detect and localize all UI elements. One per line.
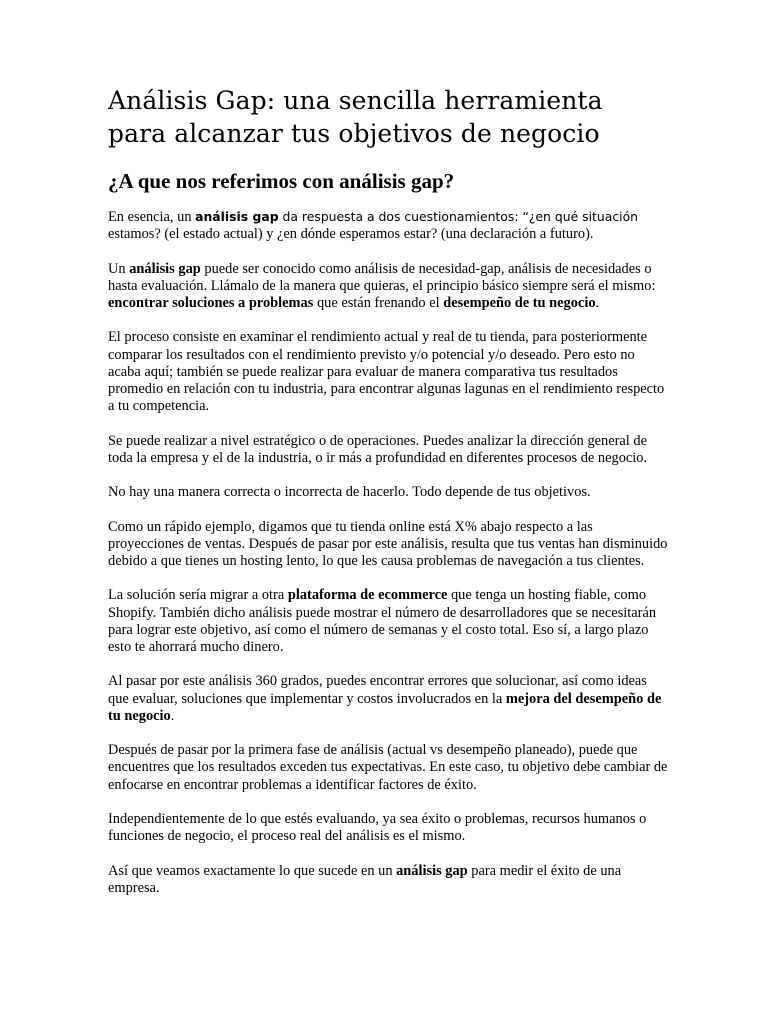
paragraph-5: No hay una manera correcta o incorrecta de hacerlo. Todo depende de tus objetivos. [108, 484, 591, 501]
paragraph-7 [108, 587, 668, 656]
paragraph-1-text-c: da respuesta a dos cuestionamientos: “¿en qué situación [278, 209, 639, 224]
paragraph-2-text-g: . [595, 295, 600, 311]
paragraph-2 [108, 261, 668, 313]
paragraph-11-bold-term: análisis gap [396, 862, 468, 879]
document-page [108, 84, 668, 914]
paragraph-2-text-a: Un [108, 260, 130, 277]
paragraph-2-text-e: que están frenando el [313, 295, 444, 311]
paragraph-8-bold-improvement: mejora del desempeño de tu negocio [108, 690, 662, 724]
paragraph-3: El proceso consiste en examinar el rendimiento actual y real de tu tienda, para posteriormente comparar los resultados con el rendimiento previsto y/o potencial y/o deseado. Pero esto no acaba aquí; también se puede realizar para evaluar de manera comparativa tus resultados promedio en relación con tu industria, para encontrar algunas lagunas en el rendimiento respecto a tu competencia. [108, 329, 665, 415]
document-title: Análisis Gap: una sencilla herramienta para alcanzar tus objetivos de negocio [108, 86, 603, 148]
paragraph-8-text-a: Al pasar por este análisis 360 grados, puedes encontrar errores que solucionar, así como ideas que evaluar, soluciones que implementar y costos involucrados en la [108, 673, 647, 707]
paragraph-6: Como un rápido ejemplo, digamos que tu tienda online está X% abajo respecto a las proyecciones de ventas. Después de pasar por este análisis, resulta que tus ventas han disminuido debido a que tienes un hosting lento, lo que les causa problemas de navegación a tus clientes. [108, 518, 668, 569]
paragraph-1-bold-term: análisis gap [195, 209, 279, 224]
paragraph-7-text-a: La solución sería migrar a otra [108, 587, 288, 604]
paragraph-4: Se puede realizar a nivel estratégico o de operaciones. Puedes analizar la dirección general de toda la empresa y el de la industria, o ir más a profundidad en diferentes procesos de negocio. [108, 432, 648, 466]
paragraph-11-text-c: para medir el éxito de una empresa. [108, 862, 622, 896]
paragraph-11 [108, 863, 668, 897]
paragraph-10: Independientemente de lo que estés evaluando, ya sea éxito o problemas, recursos humanos o funciones de negocio, el proceso real del análisis es el mismo. [108, 810, 647, 845]
paragraph-11-text-a: Así que veamos exactamente lo que sucede en un [108, 862, 397, 879]
paragraph-1-text-d: estamos? (el estado actual) y ¿en dónde esperamos estar? (una declaración a futuro). [108, 226, 594, 243]
paragraph-8-text-c: . [170, 707, 175, 724]
paragraph-7-text-c: que tenga un hosting fiable, como Shopify. También dicho análisis puede mostrar el número de desarrolladores que se necesitarán para lograr este objetivo, así como el número de semanas y el costo total. Eso sí, a largo plazo esto te ahorrará mucho dinero. [108, 587, 657, 655]
paragraph-7-bold-platform: plataforma de ecommerce [287, 587, 448, 604]
paragraph-9: Después de pasar por la primera fase de análisis (actual vs desempeño planeado), puede que encuentres que los resultados exceden tus expectativas. En este caso, tu objetivo debe cambiar de enfocarse en encontrar problemas a identificar factores de éxito. [108, 742, 668, 793]
paragraph-8 [108, 673, 668, 725]
paragraph-2-bold-solutions: encontrar soluciones a problemas [108, 295, 314, 311]
paragraph-1 [108, 208, 668, 243]
paragraph-2-bold-term: análisis gap [129, 260, 201, 277]
section-heading: ¿A que nos referimos con análisis gap? [108, 169, 455, 193]
paragraph-2-bold-performance: desempeño de tu negocio [443, 295, 596, 311]
paragraph-2-text-c: puede ser conocido como análisis de necesidad-gap, análisis de necesidades o hasta evaluación. Llámalo de la manera que quieras, el principio básico siempre será el mismo: [108, 260, 656, 294]
paragraph-1-text-a: En esencia, un [108, 209, 196, 225]
